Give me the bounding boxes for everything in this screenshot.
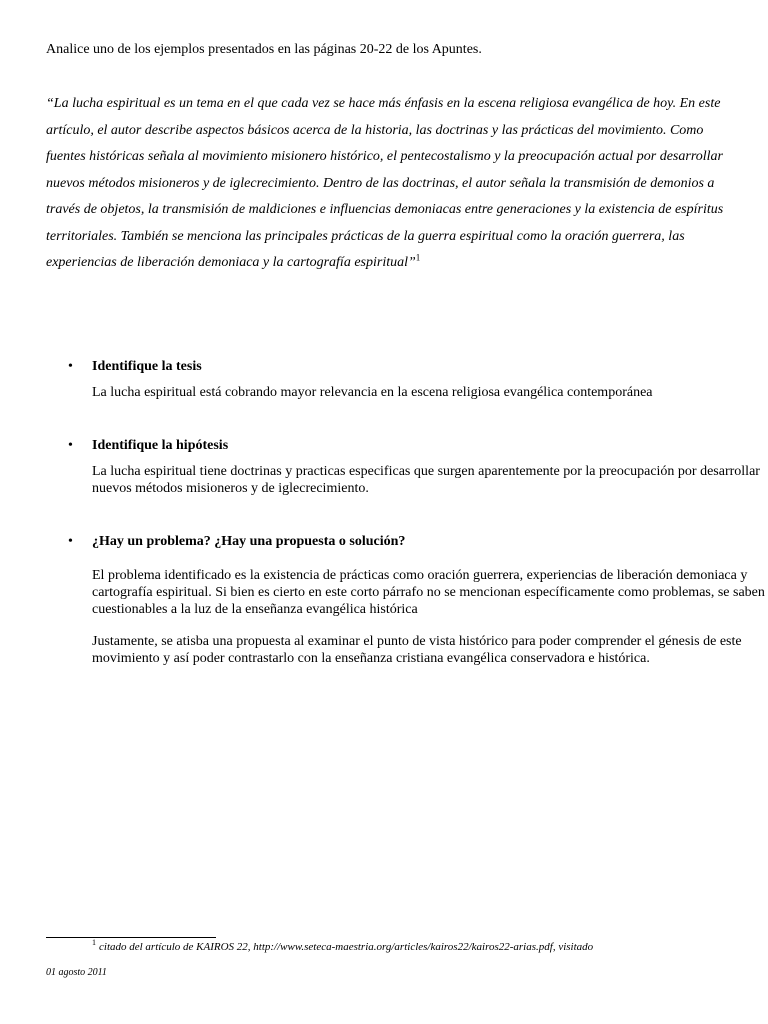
bullet-icon: • bbox=[68, 359, 73, 374]
list-item-hypothesis bbox=[46, 435, 768, 497]
bullet-icon: • bbox=[68, 438, 73, 453]
proposal-answer: Justamente, se atisba una propuesta al examinar el punto de vista histórico para poder comprender el génesis de este movimiento y así poder contrastarlo con la enseñanza cristiana evangélica conservadora e histórica. bbox=[92, 634, 742, 666]
hypothesis-heading: Identifique la hipótesis bbox=[92, 438, 229, 453]
thesis-answer: La lucha espiritual está cobrando mayor relevancia en la escena religiosa evangélica contemporánea bbox=[92, 385, 653, 400]
footnote-separator bbox=[46, 937, 216, 938]
footnote-text: citado del artículo de KAIROS 22, http://www.seteca-maestria.org/articles/kairos22/kairos22-arias.pdf, visitado bbox=[99, 941, 594, 953]
quote-paragraph bbox=[46, 91, 726, 277]
bullet-icon: • bbox=[68, 534, 73, 549]
problem-answer: El problema identificado es la existencia de prácticas como oración guerrera, experiencias de liberación demoniaca y cartografía espiritual. Si bien es cierto en este corto párrafo no se mencionan específicamente como problemas, se saben cuestionables a la luz de la enseñanza evangélica histórica bbox=[92, 568, 765, 617]
footnote-number: 1 bbox=[92, 938, 96, 948]
list-item-problem bbox=[46, 531, 768, 667]
footnote-reference[interactable]: 1 bbox=[415, 252, 421, 263]
problem-heading: ¿Hay un problema? ¿Hay una propuesta o solución? bbox=[92, 534, 406, 549]
hypothesis-answer: La lucha espiritual tiene doctrinas y practicas especificas que surgen aparentemente por la preocupación por desarrollar nuevos métodos misioneros y de iglecrecimiento. bbox=[92, 464, 760, 496]
thesis-heading: Identifique la tesis bbox=[92, 359, 202, 374]
intro-paragraph: Analice uno de los ejemplos presentados en las páginas 20-22 de los Apuntes. bbox=[46, 42, 482, 57]
footnote bbox=[92, 938, 594, 953]
quote-text: “La lucha espiritual es un tema en el que cada vez se hace más énfasis en la escena religiosa evangélica de hoy. En este artículo, el autor describe aspectos básicos acerca de la historia, las doctrinas y las prácticas del movimiento. Como fuentes históricas señala al movimiento misionero histórico, el pentecostalismo y la preocupación actual por desarrollar nuevos métodos misioneros y de iglecrecimiento. Dentro de las doctrinas, el autor señala la transmisión de demonios a través de objetos, la transmisión de maldiciones e influencias demoniacas entre generaciones y la existencia de espíritus territoriales. También se menciona las principales prácticas de la guerra espiritual como la oración guerrera, las experiencias de liberación demoniaca y la cartografía espiritual” bbox=[46, 96, 724, 270]
list-item-thesis bbox=[46, 356, 768, 401]
footnote-date: 01 agosto 2011 bbox=[46, 967, 107, 978]
